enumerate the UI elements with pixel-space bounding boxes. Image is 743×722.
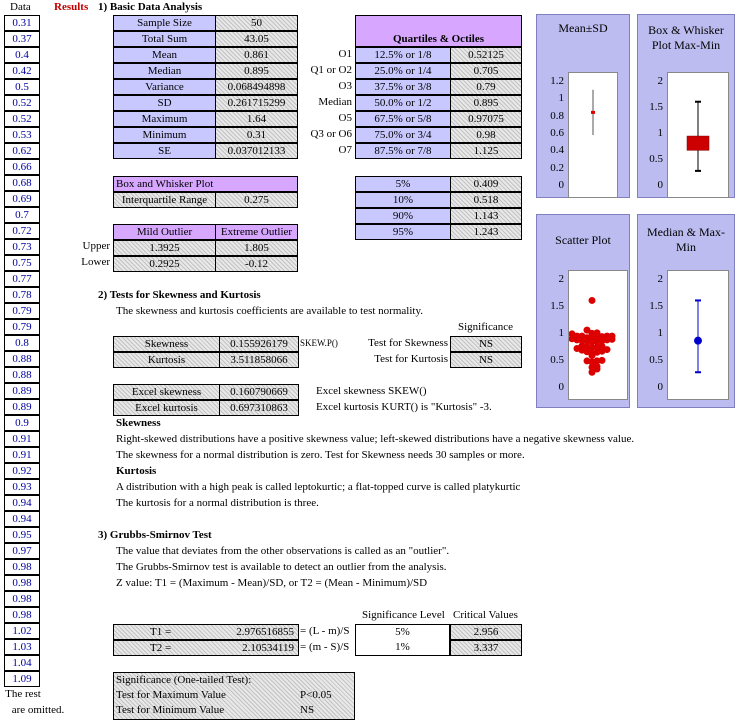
significance-box	[113, 672, 355, 720]
skewness-text-1: Right-skewed distributions have a positive skewness value; left-skewed distributions have a negative skewness value.	[116, 433, 635, 445]
iqr-label: Interquartile Range	[113, 192, 216, 208]
quartiles-title: Quartiles & Octiles	[355, 15, 522, 47]
y-tick-label: 1	[657, 127, 663, 139]
median-marker	[694, 337, 702, 345]
data-cell: 0.69	[4, 191, 40, 207]
quartile-label: 37.5% or 3/8	[355, 79, 451, 95]
excel-skew-value: 0.160790669	[219, 384, 299, 400]
data-cell: 0.66	[4, 159, 40, 175]
data-cell: 0.79	[4, 319, 40, 335]
skewness-label: Skewness	[113, 336, 220, 352]
quartile-name: Q1 or O2	[310, 64, 352, 76]
data-cell: 0.93	[4, 479, 40, 495]
level-1: 5%	[355, 624, 450, 640]
data-cell: 0.7	[4, 207, 40, 223]
kurt-test-label: Test for Kurtosis	[374, 353, 448, 365]
basic-stat-value: 0.31	[215, 127, 298, 143]
basic-stat-value: 0.861	[215, 47, 298, 63]
t2-value: 2.10534119	[242, 642, 294, 654]
percentile-value: 1.143	[450, 208, 522, 224]
data-cell: 0.52	[4, 95, 40, 111]
basic-stat-label: SE	[113, 143, 216, 159]
skewness-text-2: The skewness for a normal distribution is zero. Test for Skewness needs 30 samples or more.	[116, 449, 525, 461]
y-tick-label: 0	[657, 381, 663, 393]
t1-value: 2.976516855	[236, 626, 294, 638]
upper-mild-value: 1.3925	[113, 240, 216, 256]
quartile-label: 25.0% or 1/4	[355, 63, 451, 79]
y-tick-label: 2	[558, 273, 564, 285]
critical-value-1: 2.956	[450, 624, 522, 640]
basic-stat-value: 1.64	[215, 111, 298, 127]
y-tick-label: 0.6	[550, 127, 564, 139]
scatter-point	[594, 329, 601, 336]
chart-mean-sd	[536, 14, 630, 198]
data-cell: 0.72	[4, 223, 40, 239]
t2-formula: = (m - S)/S	[300, 641, 350, 653]
quartile-value: 0.97075	[450, 111, 522, 127]
y-tick-label: 1.5	[649, 101, 663, 113]
quartile-name: O1	[338, 48, 352, 60]
excel-kurt-value: 0.697310863	[219, 400, 299, 416]
quartile-name: Q3 or O6	[310, 128, 352, 140]
data-cell: 0.94	[4, 495, 40, 511]
rest-note-line1: The rest	[5, 688, 41, 700]
excel-kurt-note: Excel kurtosis KURT() is "Kurtosis" -3.	[316, 401, 492, 413]
y-tick-label: 2	[657, 273, 663, 285]
chart-box-whisker-svg	[668, 73, 728, 197]
kurt-test-value: NS	[450, 352, 522, 368]
critical-values-header: Critical Values	[453, 609, 518, 621]
chart-scatter-title: Scatter Plot	[555, 233, 611, 247]
basic-stat-value: 0.895	[215, 63, 298, 79]
chart-scatter-plot	[568, 270, 628, 400]
data-cell: 0.89	[4, 383, 40, 399]
data-cell: 0.37	[4, 31, 40, 47]
basic-stat-value: 43.05	[215, 31, 298, 47]
data-cell: 0.88	[4, 367, 40, 383]
data-cell: 0.88	[4, 351, 40, 367]
data-cell: 0.8	[4, 335, 40, 351]
results-label: Results	[54, 1, 89, 13]
boxwhisker-title: Box and Whisker Plot	[113, 176, 298, 192]
basic-stat-value: 0.261715299	[215, 95, 298, 111]
basic-stat-label: Variance	[113, 79, 216, 95]
min-test-label: Test for Minimum Value	[116, 704, 225, 716]
data-cell: 0.42	[4, 63, 40, 79]
section1-title: 1) Basic Data Analysis	[98, 1, 203, 13]
scatter-point	[589, 297, 596, 304]
data-cell: 0.89	[4, 399, 40, 415]
chart-mean-sd-svg	[569, 73, 617, 197]
data-cell: 0.73	[4, 239, 40, 255]
significance-title: Significance (One-tailed Test):	[116, 674, 252, 686]
section3-text-3: Z value: T1 = (Maximum - Mean)/SD, or T2 = (Mean - Minimum)/SD	[116, 577, 428, 589]
data-column-header: Data	[10, 1, 31, 13]
section3-text-2: The Grubbs-Smirnov test is available to detect an outlier from the analysis.	[116, 561, 447, 573]
basic-stat-label: Sample Size	[113, 15, 216, 31]
basic-stat-label: Median	[113, 63, 216, 79]
data-cell: 0.91	[4, 431, 40, 447]
kurtosis-label: Kurtosis	[113, 352, 220, 368]
y-tick-label: 2	[657, 75, 663, 87]
upper-extreme-value: 1.805	[215, 240, 298, 256]
chart-mean-sd-plot	[568, 72, 618, 198]
section3-text-1: The value that deviates from the other observations is called as an "outlier".	[116, 545, 450, 557]
data-cell: 1.09	[4, 671, 40, 687]
data-cell: 0.9	[4, 415, 40, 431]
data-cell: 1.02	[4, 623, 40, 639]
y-tick-label: 1	[558, 327, 564, 339]
scatter-point	[599, 357, 606, 364]
y-tick-label: 0.5	[649, 354, 663, 366]
y-tick-label: 0	[558, 381, 564, 393]
quartile-label: 67.5% or 5/8	[355, 111, 451, 127]
t1-formula: = (L - m)/S	[300, 625, 350, 637]
chart-scatter	[536, 214, 630, 408]
percentile-value: 0.518	[450, 192, 522, 208]
data-cell: 0.5	[4, 79, 40, 95]
max-test-label: Test for Maximum Value	[116, 689, 226, 701]
skew-test-label: Test for Skewness	[368, 337, 448, 349]
data-cell: 0.77	[4, 271, 40, 287]
percentile-label: 5%	[355, 176, 451, 192]
percentile-value: 0.409	[450, 176, 522, 192]
quartile-name: O7	[338, 144, 352, 156]
quartile-value: 0.705	[450, 63, 522, 79]
basic-stat-label: Total Sum	[113, 31, 216, 47]
lower-label: Lower	[81, 256, 110, 268]
skewness-value: 0.155926179	[219, 336, 299, 352]
kurtosis-text-2: The kurtosis for a normal distribution is three.	[116, 497, 319, 509]
data-cell: 0.53	[4, 127, 40, 143]
basic-stat-label: Mean	[113, 47, 216, 63]
data-cell: 0.98	[4, 607, 40, 623]
kurtosis-heading: Kurtosis	[116, 465, 157, 477]
quartile-value: 0.79	[450, 79, 522, 95]
upper-label: Upper	[82, 240, 110, 252]
critical-value-2: 3.337	[450, 640, 522, 656]
percentile-label: 90%	[355, 208, 451, 224]
y-tick-label: 1.5	[649, 300, 663, 312]
basic-stat-label: Maximum	[113, 111, 216, 127]
basic-stat-label: SD	[113, 95, 216, 111]
data-cell: 0.98	[4, 591, 40, 607]
quartile-label: 87.5% or 7/8	[355, 143, 451, 159]
iqr-value: 0.275	[215, 192, 298, 208]
lower-extreme-value: -0.12	[215, 256, 298, 272]
y-tick-label: 1.5	[550, 300, 564, 312]
chart-box-whisker-plot	[667, 72, 729, 198]
skewness-heading: Skewness	[116, 417, 161, 429]
y-tick-label: 0.5	[649, 153, 663, 165]
data-cell: 1.04	[4, 655, 40, 671]
data-cell: 0.68	[4, 175, 40, 191]
excel-skew-label: Excel skewness	[113, 384, 220, 400]
excel-kurt-label: Excel kurtosis	[113, 400, 220, 416]
y-tick-label: 0	[558, 179, 564, 191]
iqr-box	[687, 136, 709, 150]
sig-level-header: Significance Level	[362, 609, 445, 621]
data-cell: 0.62	[4, 143, 40, 159]
min-test-value: NS	[300, 704, 315, 716]
percentile-label: 10%	[355, 192, 451, 208]
section3-title: 3) Grubbs-Smirnov Test	[98, 529, 212, 541]
quartile-label: 50.0% or 1/2	[355, 95, 451, 111]
data-cell: 0.75	[4, 255, 40, 271]
data-cell: 0.98	[4, 575, 40, 591]
data-cell: 0.52	[4, 111, 40, 127]
data-cell: 0.79	[4, 303, 40, 319]
quartile-value: 1.125	[450, 143, 522, 159]
scatter-point	[609, 333, 616, 340]
scatter-point	[584, 327, 591, 334]
data-cell: 0.91	[4, 447, 40, 463]
data-cell: 0.94	[4, 511, 40, 527]
t2-row	[113, 640, 299, 656]
quartile-value: 0.98	[450, 127, 522, 143]
y-tick-label: 0.2	[550, 161, 564, 174]
mean-marker	[591, 111, 595, 114]
chart-box-whisker-title: Box & Whisker Plot Max-Min	[648, 23, 724, 52]
quartile-value: 0.52125	[450, 47, 522, 63]
rest-note-line2: are omitted.	[11, 704, 65, 716]
percentile-label: 95%	[355, 224, 451, 240]
kurtosis-text-1: A distribution with a high peak is called leptokurtic; a flat-topped curve is called platykurtic	[116, 481, 521, 493]
quartile-name: O5	[338, 112, 352, 124]
data-cell: 1.03	[4, 639, 40, 655]
basic-stat-value: 0.037012133	[215, 143, 298, 159]
data-cell: 0.98	[4, 559, 40, 575]
scatter-point	[584, 357, 591, 364]
basic-stat-value: 0.068494898	[215, 79, 298, 95]
excel-skew-note: Excel skewness SKEW()	[316, 385, 427, 397]
data-cell: 0.92	[4, 463, 40, 479]
chart-mean-sd-title: Mean±SD	[558, 21, 608, 35]
lower-mild-value: 0.2925	[113, 256, 216, 272]
chart-median-range-svg	[668, 271, 728, 399]
y-tick-label: 1.2	[550, 75, 564, 87]
data-cell: 0.95	[4, 527, 40, 543]
data-cell: 0.97	[4, 543, 40, 559]
skew-test-value: NS	[450, 336, 522, 352]
quartile-name: O3	[338, 80, 352, 92]
data-cell: 0.78	[4, 287, 40, 303]
chart-median-range	[637, 214, 735, 408]
extreme-outlier-header: Extreme Outlier	[215, 224, 298, 240]
y-tick-label: 0.5	[550, 354, 564, 366]
basic-stat-label: Minimum	[113, 127, 216, 143]
t2-label: T2 =	[150, 642, 172, 654]
significance-header: Significance	[458, 321, 513, 333]
y-tick-label: 1	[558, 92, 564, 105]
mild-outlier-header: Mild Outlier	[113, 224, 216, 240]
y-tick-label: 0	[657, 179, 663, 191]
max-test-value: P<0.05	[300, 689, 332, 701]
chart-scatter-svg	[569, 271, 627, 399]
chart-median-range-plot	[667, 270, 729, 400]
quartile-label: 12.5% or 1/8	[355, 47, 451, 63]
kurtosis-value: 3.511858066	[219, 352, 299, 368]
chart-box-whisker	[637, 14, 735, 198]
percentile-value: 1.243	[450, 224, 522, 240]
y-tick-label: 0.4	[550, 144, 564, 157]
data-cell: 0.4	[4, 47, 40, 63]
data-cell: 0.31	[4, 15, 40, 31]
t1-row	[113, 624, 299, 640]
chart-median-range-title: Median & Max-Min	[647, 225, 725, 254]
quartile-label: 75.0% or 3/4	[355, 127, 451, 143]
level-2: 1%	[355, 640, 450, 656]
y-tick-label: 0.8	[550, 109, 564, 122]
section2-title: 2) Tests for Skewness and Kurtosis	[98, 289, 261, 301]
t1-label: T1 =	[150, 626, 172, 638]
quartile-value: 0.895	[450, 95, 522, 111]
y-tick-label: 1	[657, 327, 663, 339]
skew-note: SKEW.P()	[300, 338, 338, 348]
basic-stat-value: 50	[215, 15, 298, 31]
quartile-name: Median	[318, 96, 352, 108]
section2-desc: The skewness and kurtosis coefficients are available to test normality.	[116, 305, 423, 317]
